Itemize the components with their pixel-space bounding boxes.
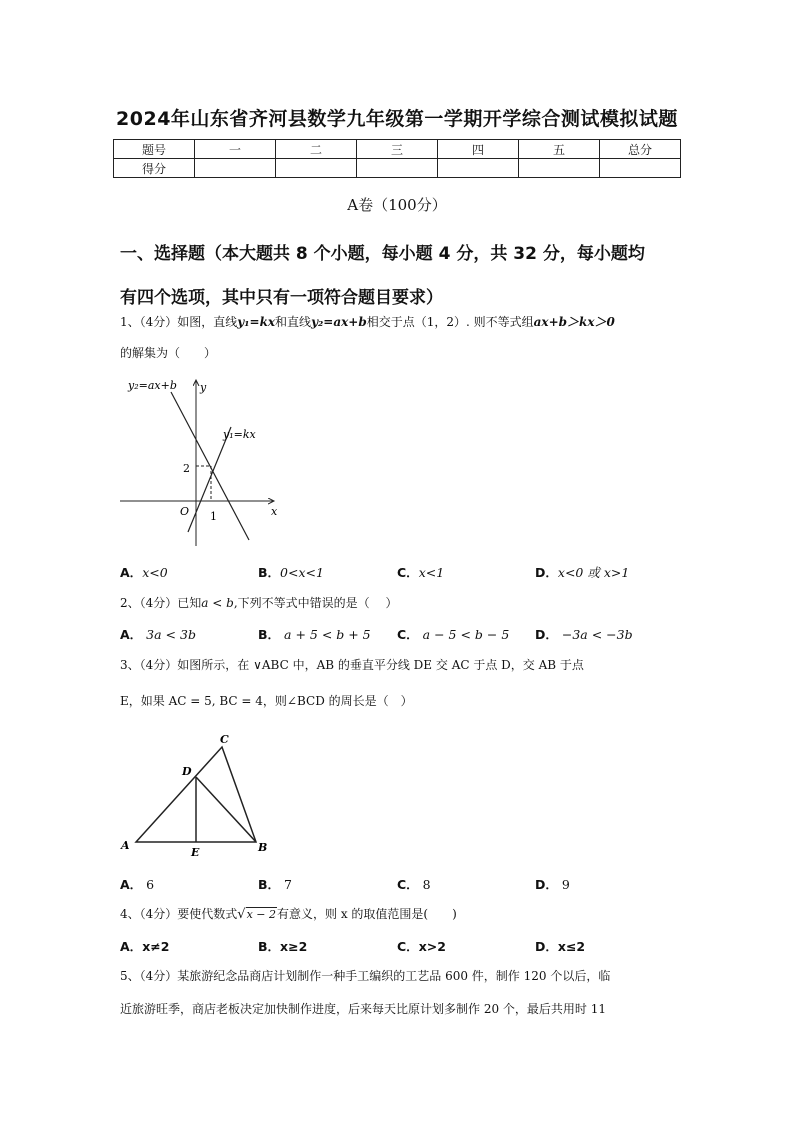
q4-option-c[interactable]: C．x>2: [397, 939, 446, 954]
score-cell-header-5: 五: [519, 140, 600, 159]
q1-label-x: x: [271, 505, 278, 518]
q1-y2-formula: y₂=ax+b: [311, 315, 367, 329]
q4-option-d[interactable]: D．x≤2: [535, 939, 586, 954]
q1-graph: [116, 372, 286, 552]
q1-mid: 和直线: [275, 315, 312, 329]
score-cell-header-3: 三: [357, 140, 438, 159]
section-1-line2: 有四个选项，其中只有一项符合题目要求）: [120, 288, 443, 308]
q4-option-b[interactable]: B．x≥2: [258, 939, 308, 954]
q3-option-d[interactable]: D． 9: [535, 877, 570, 892]
score-cell-header-1: 一: [195, 140, 276, 159]
q1-option-d[interactable]: D．x<0 或 x>1: [535, 565, 630, 580]
score-table-header-row: [114, 140, 681, 159]
page-title: 2024年山东省齐河县数学九年级第一学期开学综合测试模拟试题: [116, 108, 678, 130]
score-cell-blank: [600, 159, 681, 178]
score-cell-score-label: 得分: [114, 159, 195, 178]
score-cell-header-4: 四: [438, 140, 519, 159]
score-table-score-row: [114, 159, 681, 178]
question-5-stem: 5、（4分）某旅游纪念品商店计划制作一种手工编织的工艺品 600 件，制作 120 个以后，临: [120, 969, 611, 983]
q2-option-c[interactable]: C． a − 5 < b − 5: [397, 627, 510, 642]
score-cell-header-2: 二: [276, 140, 357, 159]
q2-option-d[interactable]: D． −3a < −3b: [535, 627, 633, 642]
q4-radicand: x − 2: [246, 908, 276, 921]
q3-label-a: A: [121, 839, 130, 852]
score-cell-blank: [438, 159, 519, 178]
q3-label-b: B: [258, 841, 268, 854]
q2-option-a[interactable]: A． 3a < 3b: [120, 627, 196, 642]
score-cell-header-label: 题号: [114, 140, 195, 159]
q1-label-o: O: [180, 505, 190, 518]
q1-suffix: 相交于点（1，2）. 则不等式组: [366, 315, 534, 329]
score-cell-blank: [357, 159, 438, 178]
q1-option-b[interactable]: B．0<x<1: [258, 565, 324, 580]
question-1-stem-line2: 的解集为（ ）: [120, 346, 217, 360]
q1-option-a[interactable]: A．x<0: [120, 565, 168, 580]
section-1-heading: [120, 232, 680, 320]
score-cell-blank: [519, 159, 600, 178]
q1-label-1: 1: [210, 510, 217, 523]
q3-label-c: C: [220, 733, 229, 746]
question-4-stem: 4、（4分）要使代数式√x − 2有意义，则 x 的取值范围是( ): [120, 907, 457, 922]
question-1-stem: [120, 313, 690, 331]
q3-triangle-figure: [116, 730, 276, 862]
q1-prefix: 1、（4分）如图，直线: [120, 315, 238, 329]
question-2-stem: 2、（4分）已知a < b,下列不等式中错误的是（ ）: [120, 596, 398, 610]
score-table: [113, 139, 681, 178]
section-1-line1: 一、选择题（本大题共 8 个小题，每小题 4 分，共 32 分，每小题均: [120, 244, 645, 264]
q3-option-a[interactable]: A． 6: [120, 877, 155, 892]
q1-label-2: 2: [183, 462, 190, 475]
q1-inequality: ax+b＞kx＞0: [533, 315, 615, 329]
q2-condition: a < b: [201, 596, 234, 610]
section-a-heading: A卷（100分）: [347, 196, 447, 214]
q3-label-e: E: [191, 846, 200, 859]
score-cell-blank: [276, 159, 357, 178]
q3-segment-bd: [196, 777, 256, 842]
q1-label-y: y: [200, 381, 207, 394]
question-3-stem-line2: E，如果 AC = 5, BC = 4，则∠BCD 的周长是（ ）: [120, 694, 413, 708]
q3-label-d: D: [182, 765, 192, 778]
question-5-stem-line2: 近旅游旺季，商店老板决定加快制作进度，后来每天比原计划多制作 20 个，最后共用时 11: [120, 1002, 606, 1016]
score-cell-header-total: 总分: [600, 140, 681, 159]
q4-option-a[interactable]: A．x≠2: [120, 939, 170, 954]
q3-option-c[interactable]: C． 8: [397, 877, 431, 892]
q1-label-y2: y₂=ax+b: [128, 379, 177, 392]
q3-option-b[interactable]: B． 7: [258, 877, 292, 892]
sqrt-icon: √: [237, 907, 246, 922]
score-cell-blank: [195, 159, 276, 178]
q1-option-c[interactable]: C．x<1: [397, 565, 445, 580]
q1-label-y1: y₁=kx: [223, 428, 256, 441]
question-3-stem: 3、（4分）如图所示，在 ∨ABC 中，AB 的垂直平分线 DE 交 AC 于点 D，交 AB 于点: [120, 658, 584, 672]
q1-y1-formula: y₁=kx: [237, 315, 276, 329]
q2-option-b[interactable]: B． a + 5 < b + 5: [258, 627, 371, 642]
